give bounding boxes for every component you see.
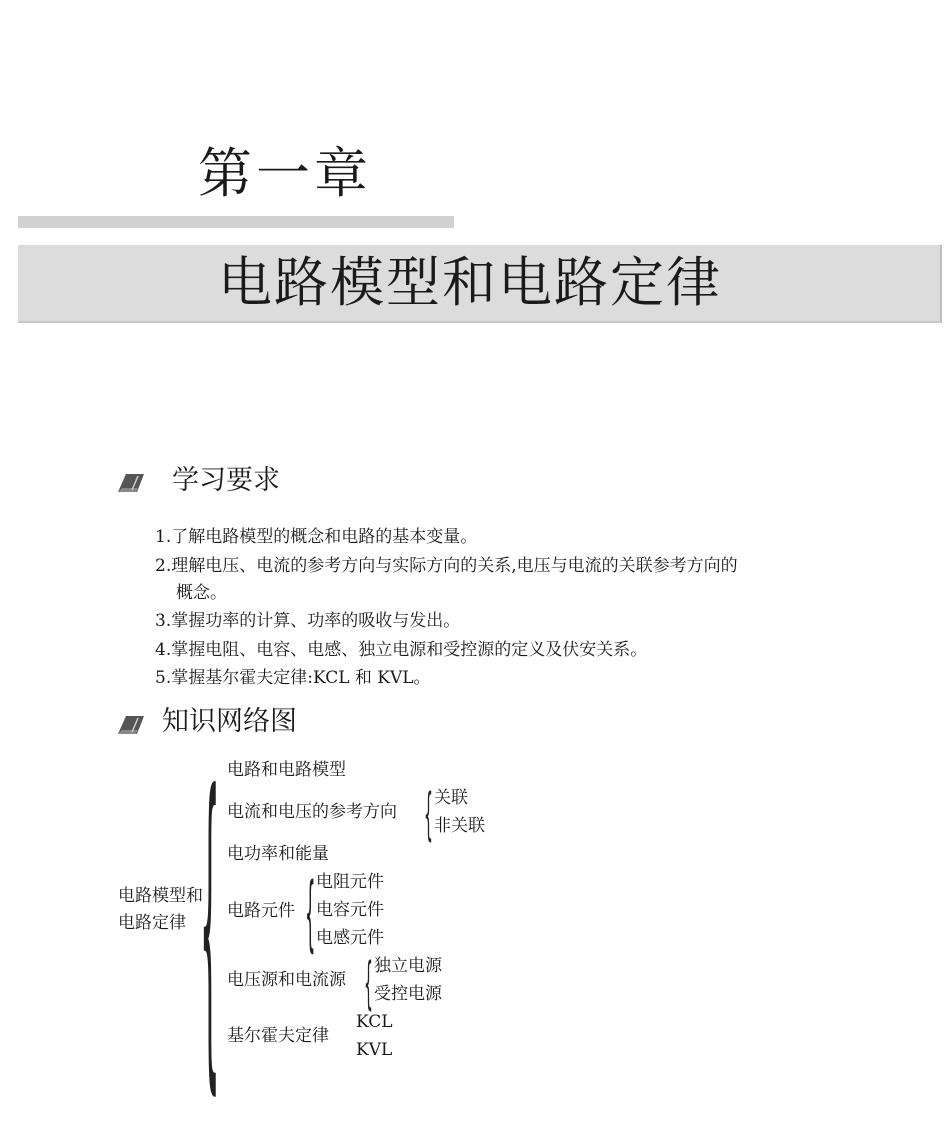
tree-leaf: 关联 — [434, 788, 468, 808]
tree-brace: { — [305, 866, 316, 961]
tree-node: 电路和电路模型 — [227, 760, 346, 780]
book-icon — [118, 716, 144, 734]
tree-leaf: KCL — [356, 1012, 393, 1032]
chapter-label: 第一章 — [198, 142, 372, 205]
tree-node: 电路元件 — [227, 901, 295, 921]
requirement-item: 4.掌握电阻、电容、电感、独立电源和受控源的定义及伏安关系。 — [155, 640, 648, 660]
tree-leaf: KVL — [356, 1040, 393, 1060]
requirement-item: 5.掌握基尔霍夫定律:KCL 和 KVL。 — [155, 668, 431, 688]
section-title-requirements: 学习要求 — [172, 465, 280, 496]
tree-node: 电流和电压的参考方向 — [227, 802, 397, 822]
tree-node: 电压源和电流源 — [227, 970, 346, 990]
tree-root-line2: 电路定律 — [118, 913, 186, 933]
tree-leaf: 非关联 — [434, 816, 485, 836]
tree-leaf: 电容元件 — [316, 900, 384, 920]
tree-root-line1: 电路模型和 — [118, 886, 203, 906]
requirement-item: 2.理解电压、电流的参考方向与实际方向的关系,电压与电流的关联参考方向的 — [155, 556, 738, 576]
tree-node: 基尔霍夫定律 — [227, 1026, 329, 1046]
header-rule — [18, 216, 454, 228]
tree-brace: { — [424, 782, 433, 847]
tree-leaf: 电感元件 — [316, 928, 384, 948]
chapter-title: 电路模型和电路定律 — [218, 251, 722, 314]
tree-brace: { — [364, 951, 373, 1016]
requirement-item: 1.了解电路模型的概念和电路的基本变量。 — [155, 527, 478, 547]
requirement-item: 3.掌握功率的计算、功率的吸收与发出。 — [155, 611, 461, 631]
tree-leaf: 电阻元件 — [316, 872, 384, 892]
section-title-network: 知识网络图 — [162, 706, 297, 737]
requirement-item: 概念。 — [176, 583, 227, 603]
tree-leaf: 独立电源 — [374, 956, 442, 976]
book-icon — [118, 474, 144, 492]
tree-leaf: 受控电源 — [374, 984, 442, 1004]
tree-brace-main: { — [200, 724, 220, 1122]
tree-node: 电功率和能量 — [227, 844, 329, 864]
